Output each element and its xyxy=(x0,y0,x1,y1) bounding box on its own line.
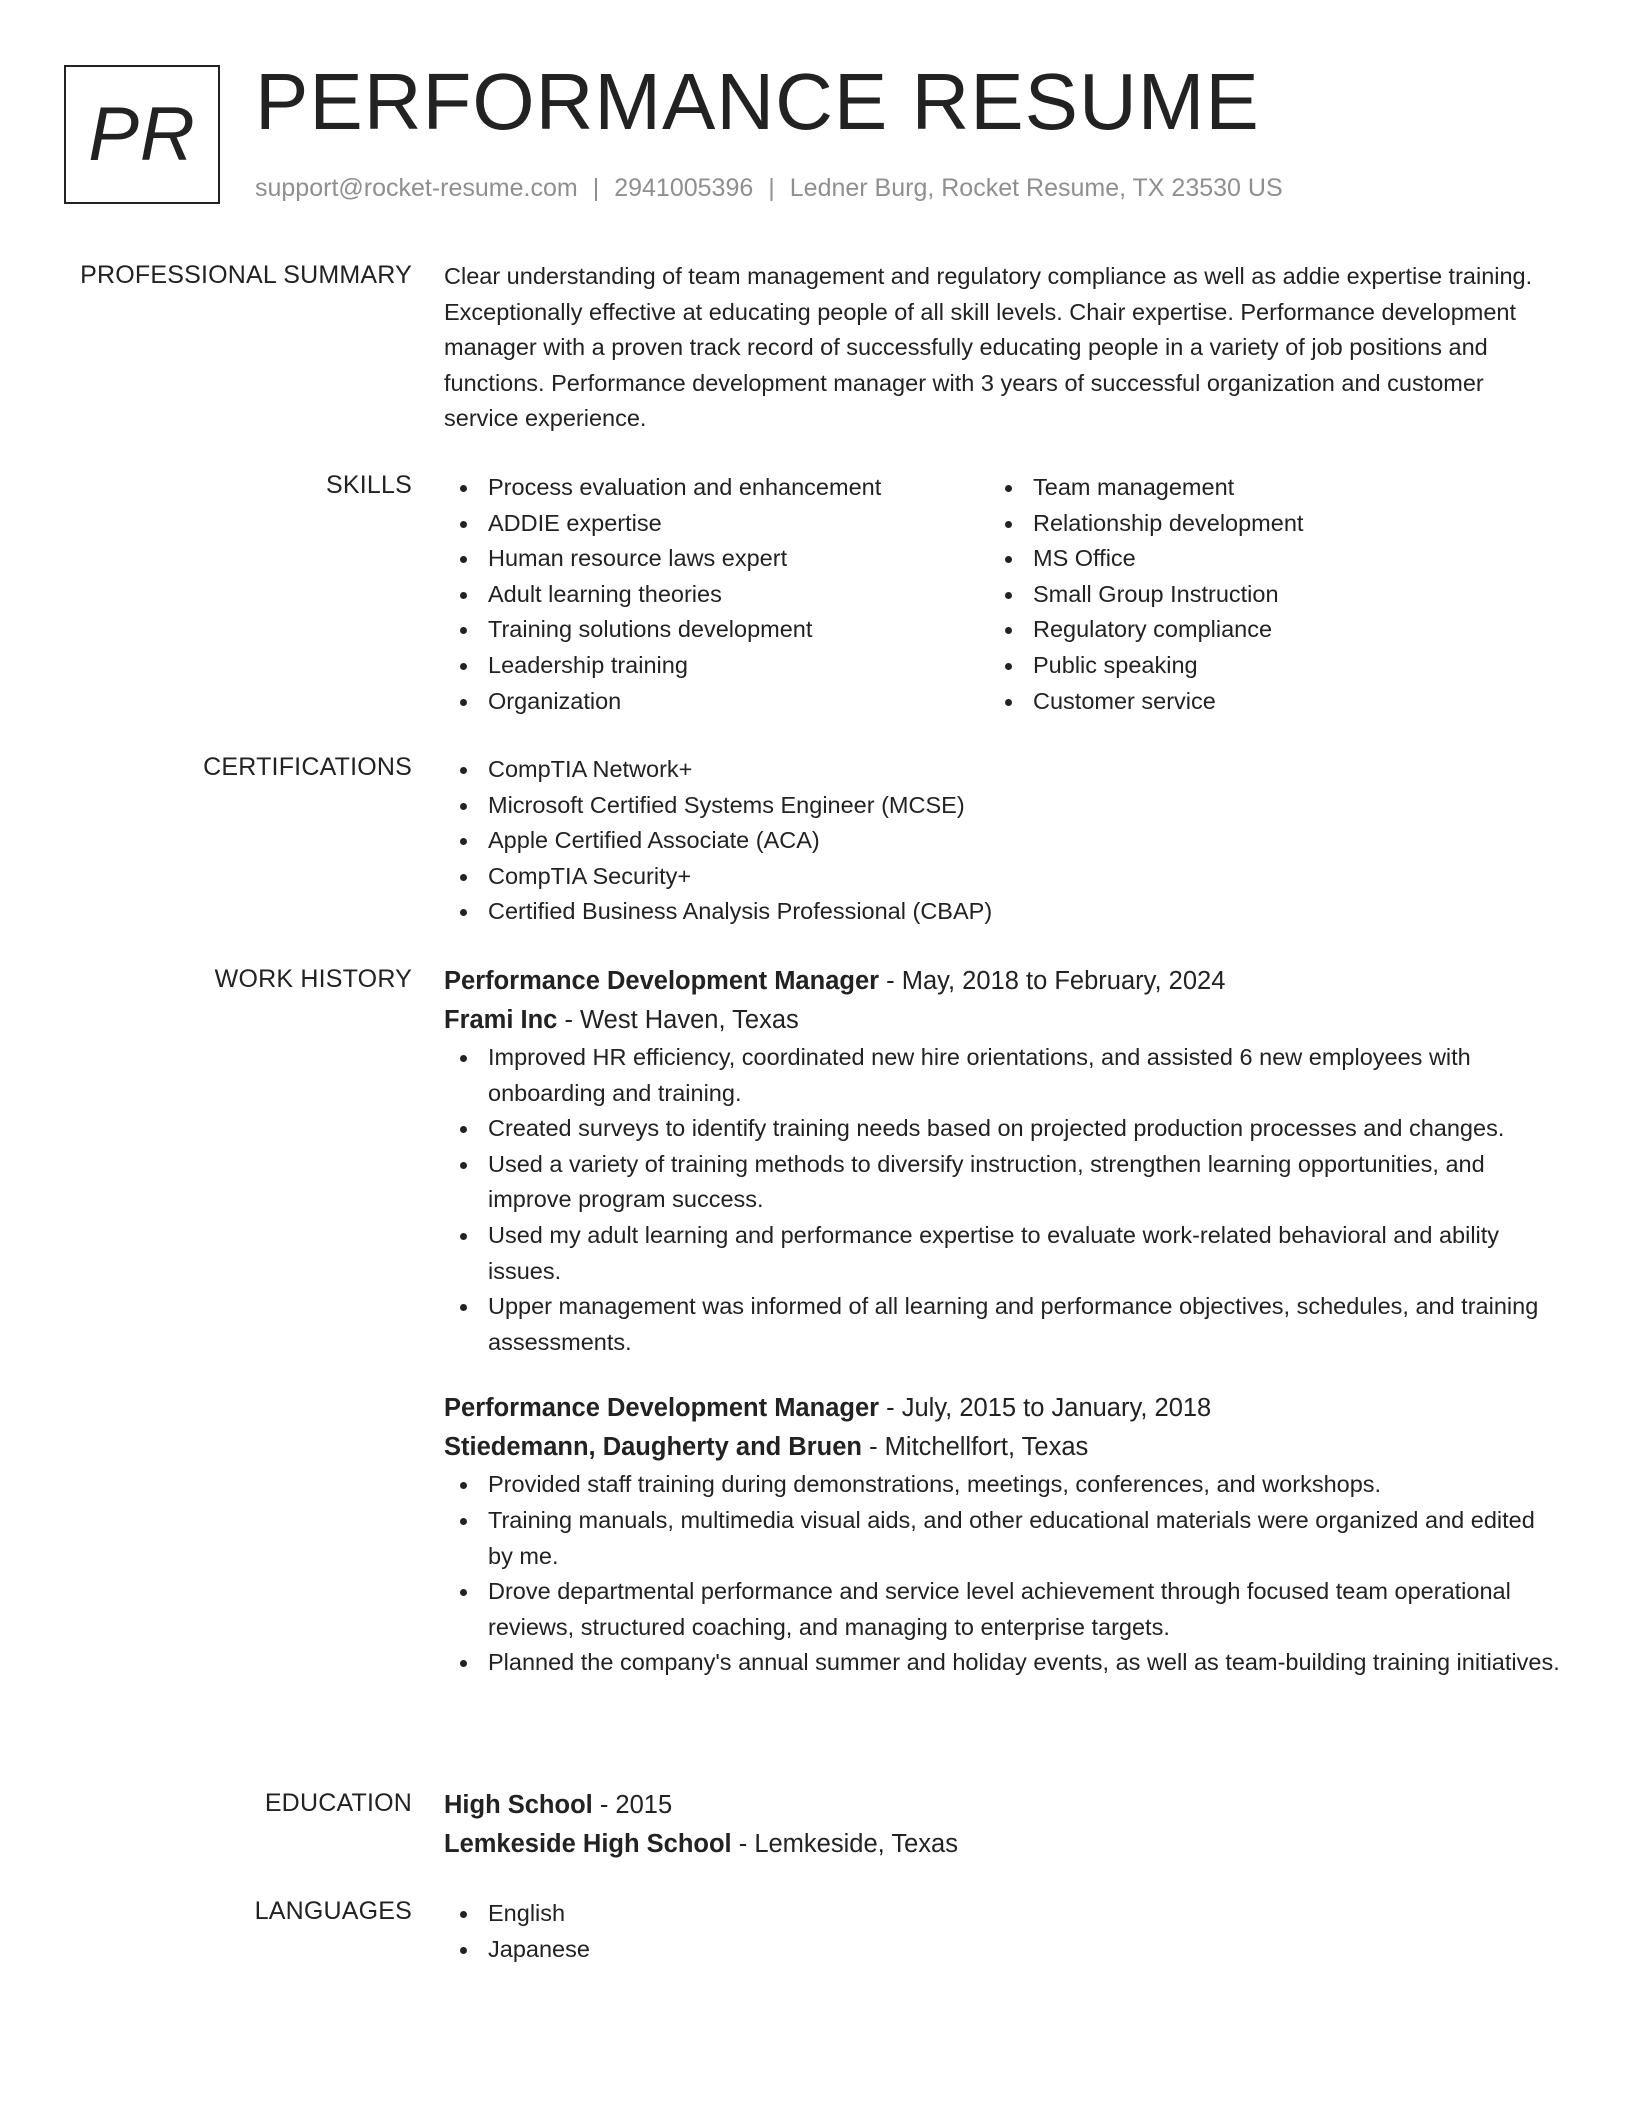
job-entry xyxy=(444,1389,1560,1681)
languages-body xyxy=(444,1896,1560,1967)
certification-item: Apple Certified Associate (ACA) xyxy=(444,823,1560,859)
job-title: Performance Development Manager xyxy=(444,967,880,995)
section-label-work-history: WORK HISTORY xyxy=(214,965,412,993)
job-dates: - May, 2018 to February, 2024 xyxy=(879,967,1226,995)
contact-phone: 2941005396 xyxy=(614,174,754,202)
job-bullet: Created surveys to identify training needs based on projected production processes and changes. xyxy=(444,1111,1560,1147)
monogram-badge: PR xyxy=(64,65,220,204)
summary-text: Clear understanding of team management and regulatory compliance as well as addie expertise training. Exceptionally effective at educating people of all skill levels. Chair expertise. Performance development manager with a proven track record of successfully educating people in a variety of job positions and functions. Performance development manager with 3 years of successful organization and customer service experience. xyxy=(444,263,1533,432)
job-dates: - July, 2015 to January, 2018 xyxy=(879,1394,1212,1423)
skill-item: Adult learning theories xyxy=(444,577,989,613)
job-bullet: Used my adult learning and performance expertise to evaluate work-related behavioral and ability issues. xyxy=(444,1218,1560,1289)
company-line xyxy=(444,1001,1560,1040)
section-label-certifications: CERTIFICATIONS xyxy=(203,753,412,781)
skill-item: Small Group Instruction xyxy=(989,577,1534,613)
section-label-languages: LANGUAGES xyxy=(254,1897,412,1925)
company-location: - Mitchellfort, Texas xyxy=(862,1433,1089,1462)
company-name: Stiedemann, Daugherty and Bruen xyxy=(444,1433,862,1462)
section-label-education: EDUCATION xyxy=(264,1789,412,1817)
job-bullet: Training manuals, multimedia visual aids, and other educational materials were organized and edited by me. xyxy=(444,1503,1560,1574)
company-location: - West Haven, Texas xyxy=(557,1006,799,1034)
language-item: Japanese xyxy=(444,1932,1560,1968)
job-title: Performance Development Manager xyxy=(444,1394,880,1423)
company-name: Frami Inc xyxy=(444,1006,558,1034)
certification-item: CompTIA Security+ xyxy=(444,859,1560,895)
skill-item: Customer service xyxy=(989,684,1534,720)
certification-item: Microsoft Certified Systems Engineer (MCSE) xyxy=(444,788,1560,824)
skills-body xyxy=(444,470,1560,719)
skill-item: Regulatory compliance xyxy=(989,612,1534,648)
job-bullet: Upper management was informed of all learning and performance objectives, schedules, and training assessments. xyxy=(444,1289,1560,1360)
skills-list-right xyxy=(989,470,1534,719)
skill-item: ADDIE expertise xyxy=(444,506,989,542)
job-title-line xyxy=(444,962,1560,1001)
skill-item: Training solutions development xyxy=(444,612,989,648)
education-school: Lemkeside High School xyxy=(444,1830,732,1858)
job-bullets xyxy=(444,1467,1560,1681)
company-line xyxy=(444,1428,1560,1467)
section-label-skills: SKILLS xyxy=(326,471,412,499)
job-bullet: Used a variety of training methods to diversify instruction, strengthen learning opportunities, and improve program success. xyxy=(444,1147,1560,1218)
job-entry xyxy=(444,962,1560,1360)
job-bullets xyxy=(444,1040,1560,1360)
education-degree-line xyxy=(444,1786,1560,1825)
education-location: - Lemkeside, Texas xyxy=(731,1830,958,1858)
work-history-body xyxy=(444,962,1560,1681)
skill-item: Process evaluation and enhancement xyxy=(444,470,989,506)
job-bullet: Drove departmental performance and service level achievement through focused team operational reviews, structured coaching, and managing to enterprise targets. xyxy=(444,1574,1560,1645)
education-degree: High School xyxy=(444,1791,593,1819)
certification-item: CompTIA Network+ xyxy=(444,752,1560,788)
education-year: - 2015 xyxy=(592,1791,673,1819)
job-bullet: Provided staff training during demonstrations, meetings, conferences, and workshops. xyxy=(444,1467,1560,1503)
skill-item: MS Office xyxy=(989,541,1534,577)
certifications-body xyxy=(444,752,1560,930)
contact-separator: | xyxy=(768,174,775,202)
job-title-line xyxy=(444,1389,1560,1428)
contact-email: support@rocket-resume.com xyxy=(255,174,578,202)
skill-item: Team management xyxy=(989,470,1534,506)
certification-item: Certified Business Analysis Professional (CBAP) xyxy=(444,894,1560,930)
education-school-line xyxy=(444,1825,1560,1864)
skill-item: Organization xyxy=(444,684,989,720)
job-bullet: Improved HR efficiency, coordinated new hire orientations, and assisted 6 new employees with onboarding and training. xyxy=(444,1040,1560,1111)
section-label-summary: PROFESSIONAL SUMMARY xyxy=(80,261,412,289)
skill-item: Public speaking xyxy=(989,648,1534,684)
skill-item: Human resource laws expert xyxy=(444,541,989,577)
job-bullet: Planned the company's annual summer and holiday events, as well as team-building training initiatives. xyxy=(444,1645,1560,1681)
resume-name: PERFORMANCE RESUME xyxy=(255,57,1260,146)
skills-list-left xyxy=(444,470,989,719)
skill-item: Leadership training xyxy=(444,648,989,684)
education-body xyxy=(444,1786,1560,1864)
skill-item: Relationship development xyxy=(989,506,1534,542)
summary-body xyxy=(444,259,1560,437)
languages-list xyxy=(444,1896,1560,1967)
contact-line xyxy=(255,173,1283,203)
contact-separator: | xyxy=(592,174,600,202)
certifications-list xyxy=(444,752,1560,930)
language-item: English xyxy=(444,1896,1560,1932)
contact-address: Ledner Burg, Rocket Resume, TX 23530 US xyxy=(789,174,1283,202)
